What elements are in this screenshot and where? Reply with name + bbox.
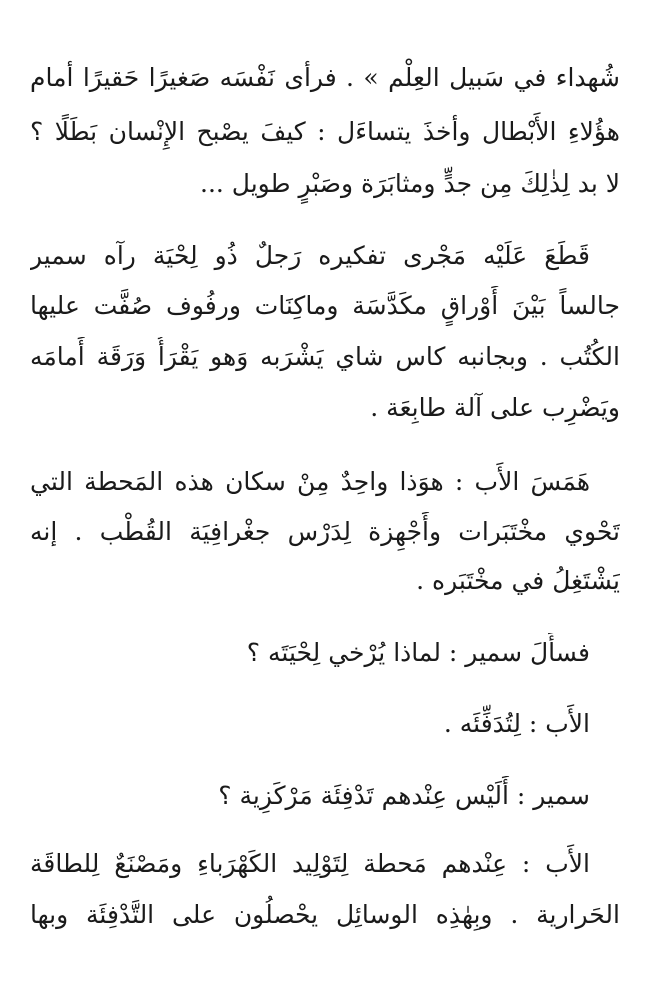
text-line-1: شُهداء في سَبيل العِلْم » . فرأى نَفْسَه صَغيرًا حَقيرًا أمام	[30, 63, 620, 92]
text-line-4: قَطَعَ عَلَيْه مَجْرى تفكيره رَجلٌ ذُو لِحْيَة رآه سمير	[30, 241, 590, 270]
text-line-2: هؤُلاءِ الأَبْطال وأخذَ يتساءَل : كيفَ يصْبح الإِنْسان بَطَلًا ؟	[30, 117, 620, 146]
text-line-13: سمير : أَلَيْس عِنْدهم تَدْفِئَة مَرْكَزِية ؟	[218, 781, 590, 810]
text-line-7: ويَضْرِب على آلة طابِعَة .	[370, 393, 620, 422]
text-line-11: فسأَلَ سمير : لماذا يُرْخي لِحْيَتَه ؟	[246, 638, 590, 667]
text-line-12: الأَب : لِتُدَفِّئَه .	[443, 709, 590, 738]
text-line-15: الحَرارية . وبِهٰذِه الوسائِل يحْصلُون على التَّدْفِئَة وبها	[30, 900, 620, 929]
text-line-8: هَمَسَ الأَب : هوَذا واحِدٌ مِنْ سكان هذه المَحطة التي	[30, 467, 590, 496]
text-line-6: الكُتُب . وبجانبه كاس شاي يَشْرَبه وَهو يَقْرَأُ وَرَقَة أَمامَه	[30, 342, 620, 371]
text-line-14: الأَب : عِنْدهم مَحطة لِتَوْلِيد الكَهْرَباءِ ومَصْنَعٌ لِلطاقَة	[30, 849, 590, 878]
text-line-9: تَحْوي مخْتَبَرات وأَجْهِزة لِدَرْس جغْرافِيَة القُطْب . إنه	[30, 517, 620, 546]
text-line-3: لا بد لِذٰلِكَ مِن جدٍّ ومثابَرَة وصَبْرٍ طويل ...	[200, 169, 620, 198]
text-line-10: يَشْتَغِلُ في مخْتَبَره .	[416, 566, 620, 595]
text-line-5: جالساً بَيْنَ أَوْراقٍ مكَدَّسَة وماكِنَات ورفُوف صُفَّت عليها	[30, 291, 620, 320]
